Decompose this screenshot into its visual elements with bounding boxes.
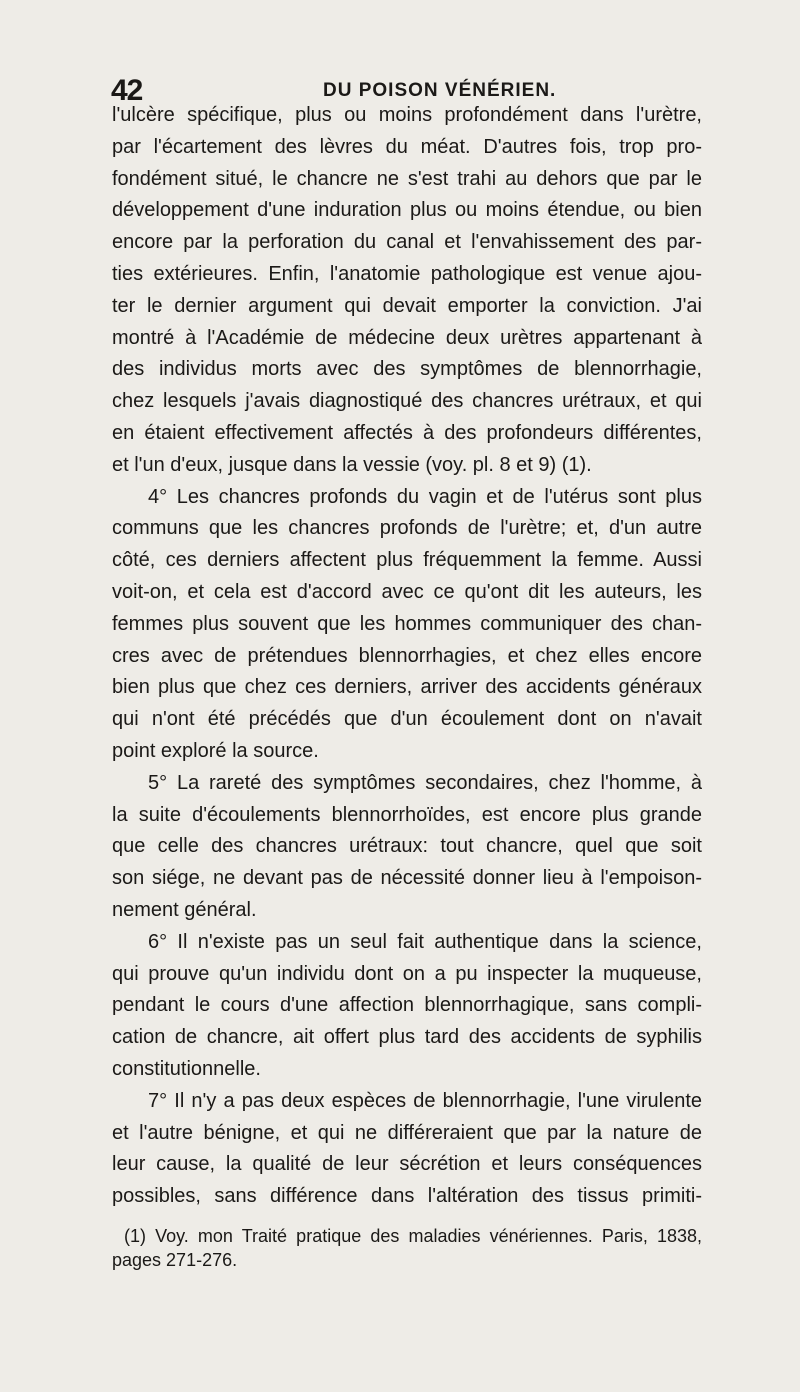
text-line: leur cause, la qualité de leur sécrétion et leurs conséquences (112, 1153, 702, 1176)
text-line: 6° Il n'existe pas un seul fait authentique dans la science, (148, 930, 702, 953)
text-line: cres avec de prétendues blennorrhagies, et chez elles encore (112, 644, 702, 667)
text-line: côté, ces derniers affectent plus fréquemment la femme. Aussi (112, 549, 702, 572)
text-line: 5° La rareté des symptômes secondaires, chez l'homme, à (148, 771, 702, 794)
text-line: 4° Les chancres profonds du vagin et de l'utérus sont plus (148, 485, 702, 508)
text-line: et l'un d'eux, jusque dans la vessie (voy. pl. 8 et 9) (1). (112, 453, 592, 476)
text-line: développement d'une induration plus ou moins étendue, ou bien (112, 199, 702, 222)
body-text (112, 100, 702, 1213)
text-line: fondément situé, le chancre ne s'est trahi au dehors que par le (112, 167, 702, 190)
text-line: la suite d'écoulements blennorrhoïdes, est encore plus grande (112, 803, 702, 826)
text-line: son siége, ne devant pas de nécessité donner lieu à l'empoison- (112, 867, 702, 890)
text-line: femmes plus souvent que les hommes communiquer des chan- (112, 612, 702, 635)
text-line: qui prouve qu'un individu dont on a pu inspecter la muqueuse, (112, 962, 702, 985)
text-line: nement général. (112, 898, 257, 921)
text-line: point exploré la source. (112, 739, 319, 762)
text-line: en étaient effectivement affectés à des profondeurs différentes, (112, 421, 702, 444)
text-line: encore par la perforation du canal et l'envahissement des par- (112, 231, 702, 254)
text-line: chez lesquels j'avais diagnostiqué des chancres urétraux, et qui (112, 390, 702, 413)
text-line: bien plus que chez ces derniers, arriver des accidents généraux (112, 676, 702, 699)
text-line: communs que les chancres profonds de l'urètre; et, d'un autre (112, 517, 702, 540)
running-title: DU POISON VÉNÉRIEN. (323, 80, 557, 101)
text-line: et l'autre bénigne, et qui ne différeraient que par la nature de (112, 1121, 702, 1144)
text-line: montré à l'Académie de médecine deux urètres appartenant à (112, 326, 702, 349)
footnote-line: (1) Voy. mon Traité pratique des maladies vénériennes. Paris, 1838, (124, 1226, 702, 1246)
text-line: constitutionnelle. (112, 1057, 261, 1080)
page-number: 42 (111, 74, 143, 107)
text-line: 7° Il n'y a pas deux espèces de blennorrhagie, l'une virulente (148, 1089, 702, 1112)
text-line: ter le dernier argument qui devait emporter la conviction. J'ai (112, 294, 702, 317)
text-line: cation de chancre, ait offert plus tard des accidents de syphilis (112, 1026, 702, 1049)
text-line: l'ulcère spécifique, plus ou moins profondément dans l'urètre, (112, 104, 702, 126)
text-line: voit-on, et cela est d'accord avec ce qu'ont dit les auteurs, les (112, 580, 702, 603)
footnote (112, 1224, 702, 1272)
text-line: des individus morts avec des symptômes de blennorrhagie, (112, 358, 702, 381)
text-line: qui n'ont été précédés que d'un écoulement dont on n'avait (112, 708, 702, 731)
text-line: possibles, sans différence dans l'altération des tissus primiti- (112, 1185, 702, 1208)
text-line: ties extérieures. Enfin, l'anatomie pathologique est venue ajou- (112, 262, 702, 285)
text-line: pendant le cours d'une affection blennorrhagique, sans compli- (112, 994, 702, 1017)
footnote-line: pages 271-276. (112, 1250, 238, 1270)
text-line: par l'écartement des lèvres du méat. D'autres fois, trop pro- (112, 135, 702, 158)
text-line: que celle des chancres urétraux: tout chancre, quel que soit (112, 835, 702, 858)
